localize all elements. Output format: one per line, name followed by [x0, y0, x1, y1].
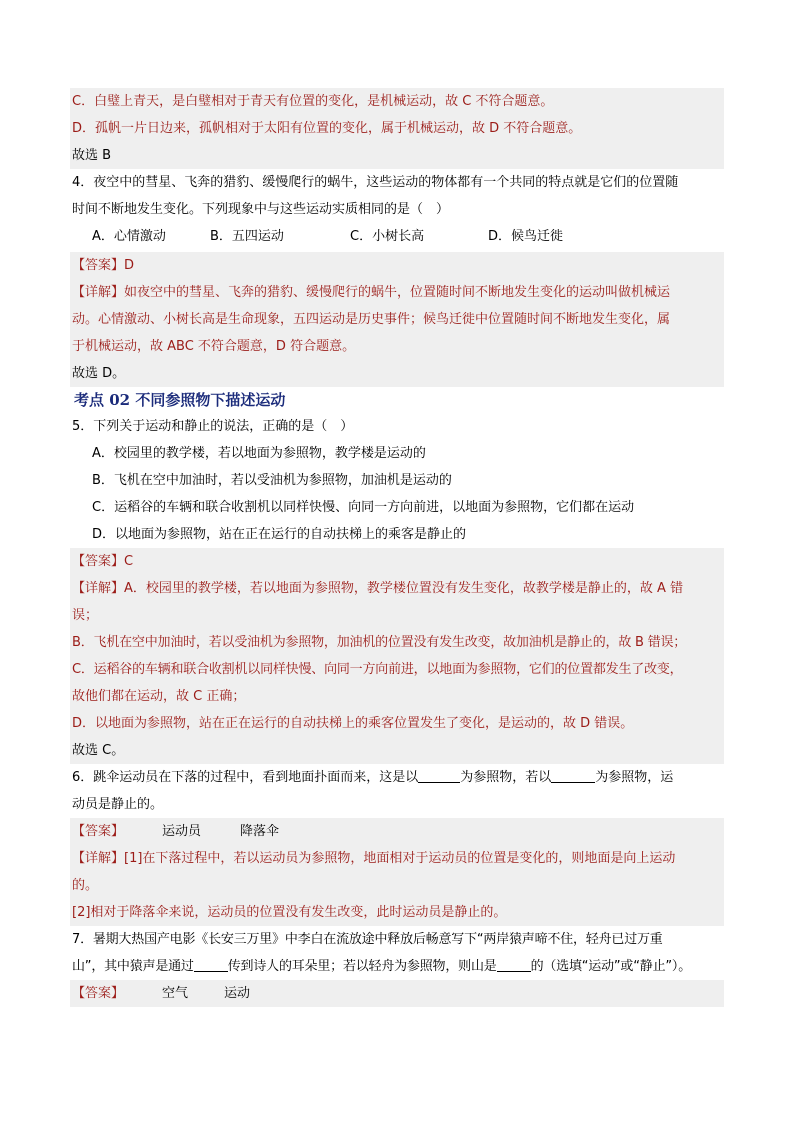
q3-conclusion: 故选 B: [72, 148, 112, 163]
q4-conclusion: 故选 D。: [72, 366, 126, 381]
q7-stem-part2: 传到诗人的耳朵里；若以轻舟为参照物，则山是: [227, 959, 497, 974]
q4-option-b: B．五四运动: [210, 229, 284, 244]
q6-answer-line: [70, 818, 724, 845]
q6-stem-line2: 动员是静止的。: [72, 797, 164, 812]
q5-answer-box: [70, 548, 724, 764]
q4-answer: D: [124, 258, 135, 273]
q5-answer: C: [124, 554, 134, 569]
q5-option-c: C．运稻谷的车辆和联合收割机以同样快慢、向同一方向前进，以地面为参照物，它们都在运动: [92, 500, 635, 515]
q4-option-c: C．小树长高: [350, 229, 425, 244]
answer-tag: 【答案】: [72, 824, 125, 839]
q6-detail-line3: [2]相对于降落伞来说，运动员的位置没有发生改变，此时运动员是静止的。: [72, 905, 507, 920]
q5-detail-c-line2: 故他们都在运动，故 C 正确；: [72, 689, 246, 704]
q5-answer-line: [70, 548, 724, 575]
q4-detail-line3: 于机械运动，故 ABC 不符合题意，D 符合题意。: [72, 339, 356, 354]
answer-tag: 【答案】: [72, 258, 125, 273]
q3-option-d-explanation: D．孤帆一片日边来，孤帆相对于太阳有位置的变化，属于机械运动，故 D 不符合题意。: [72, 121, 582, 136]
q7-answer-2: 运动: [224, 986, 251, 1001]
q5-option-b: B．飞机在空中加油时，若以受油机为参照物，加油机是运动的: [92, 473, 452, 488]
q6-blank-2[interactable]: [551, 767, 595, 783]
q4-stem-line2: 时间不断地发生变化。下列现象中与这些运动实质相同的是（ ）: [72, 202, 450, 217]
q4-detail-text1: 如夜空中的彗星、飞奔的猎豹、缓慢爬行的蜗牛，位置随时间不断地发生变化的运动叫做机械运: [124, 285, 671, 300]
detail-tag: 【详解】: [72, 851, 125, 866]
q6-stem-line1: [70, 764, 724, 791]
detail-tag: 【详解】: [72, 581, 125, 596]
answer-tag: 【答案】: [72, 554, 125, 569]
q6-stem-part3: 为参照物，运: [595, 770, 674, 785]
q4-option-d: D．候鸟迁徙: [488, 229, 564, 244]
q7-stem-line2: [70, 953, 724, 980]
q6-answer-1: 运动员: [162, 824, 202, 839]
q4-answer-line: [70, 252, 724, 279]
q7-stem-part1: 山”，其中猿声是通过: [72, 959, 194, 974]
q4-detail-line2: 动。心情激动、小树长高是生命现象，五四运动是历史事件；候鸟迁徙中位置随时间不断地发生变化，属: [72, 312, 671, 327]
q6-answer-2: 降落伞: [240, 824, 280, 839]
section-heading: 考点 02 不同参照物下描述运动: [74, 391, 286, 409]
q4-options: [70, 223, 724, 250]
q6-detail-text1: [1]在下落过程中，若以运动员为参照物，地面相对于运动员的位置是变化的，则地面是向上运动: [124, 851, 676, 866]
detail-tag: 【详解】: [72, 285, 125, 300]
q7-answer-line: [70, 980, 724, 1007]
answer-tag: 【答案】: [72, 986, 125, 1001]
q5-detail-a-line2: 误；: [72, 608, 99, 623]
q6-stem-part2: 为参照物，若以: [460, 770, 552, 785]
q6-detail-line2: 的。: [72, 878, 99, 893]
q7-answer-1: 空气: [162, 986, 189, 1001]
q5-detail-d: D．以地面为参照物，站在正在运行的自动扶梯上的乘客位置发生了变化，是运动的，故 D 错误。: [72, 716, 634, 731]
q6-detail-line1: [70, 845, 724, 872]
q5-conclusion: 故选 C。: [72, 743, 125, 758]
q6-stem-part1: 6．跳伞运动员在下落的过程中，看到地面扑面而来，这是以: [72, 770, 419, 785]
q7-blank-2[interactable]: [497, 956, 531, 972]
q5-option-d: D．以地面为参照物，站在正在运行的自动扶梯上的乘客是静止的: [92, 527, 467, 542]
q7-stem-part3: 的（选填“运动”或“静止”）。: [530, 959, 692, 974]
question-7: [70, 926, 724, 980]
q5-stem: 5．下列关于运动和静止的说法，正确的是（ ）: [72, 419, 354, 434]
q4-detail-line1: [70, 279, 724, 306]
question-4: [70, 169, 724, 250]
q7-answer-box: [70, 980, 724, 1007]
q5-detail-a-text: A．校园里的教学楼，若以地面为参照物，教学楼位置没有发生变化，故教学楼是静止的，故 A 错: [124, 581, 684, 596]
document-page: [70, 88, 724, 1007]
q5-option-a: A．校园里的教学楼，若以地面为参照物，教学楼是运动的: [92, 446, 426, 461]
q5-detail-a-line1: [70, 575, 724, 602]
question-5: [70, 413, 724, 548]
q6-blank-1[interactable]: [418, 767, 460, 783]
q4-stem-line1: 4．夜空中的彗星、飞奔的猎豹、缓慢爬行的蜗牛，这些运动的物体都有一个共同的特点就是它们的位置随: [72, 175, 679, 190]
question-6: [70, 764, 724, 818]
q5-detail-c-line1: C．运稻谷的车辆和联合收割机以同样快慢、向同一方向前进，以地面为参照物，它们的位置都发生了改变，: [72, 662, 683, 677]
q7-blank-1[interactable]: [194, 956, 228, 972]
q4-answer-box: [70, 252, 724, 387]
q7-stem-line1: 7．暑期大热国产电影《长安三万里》中李白在流放途中释放后畅意写下“两岸猿声啼不住，轻舟已过万重: [72, 932, 663, 947]
q3-explanation-box: [70, 88, 724, 169]
q3-option-c-explanation: C．白璧上青天，是白璧相对于青天有位置的变化，是机械运动，故 C 不符合题意。: [72, 94, 554, 109]
q4-option-a: A．心情激动: [92, 229, 166, 244]
q5-detail-b: B．飞机在空中加油时，若以受油机为参照物，加油机的位置没有发生改变，故加油机是静止的，故 B 错误；: [72, 635, 687, 650]
q6-answer-box: [70, 818, 724, 926]
